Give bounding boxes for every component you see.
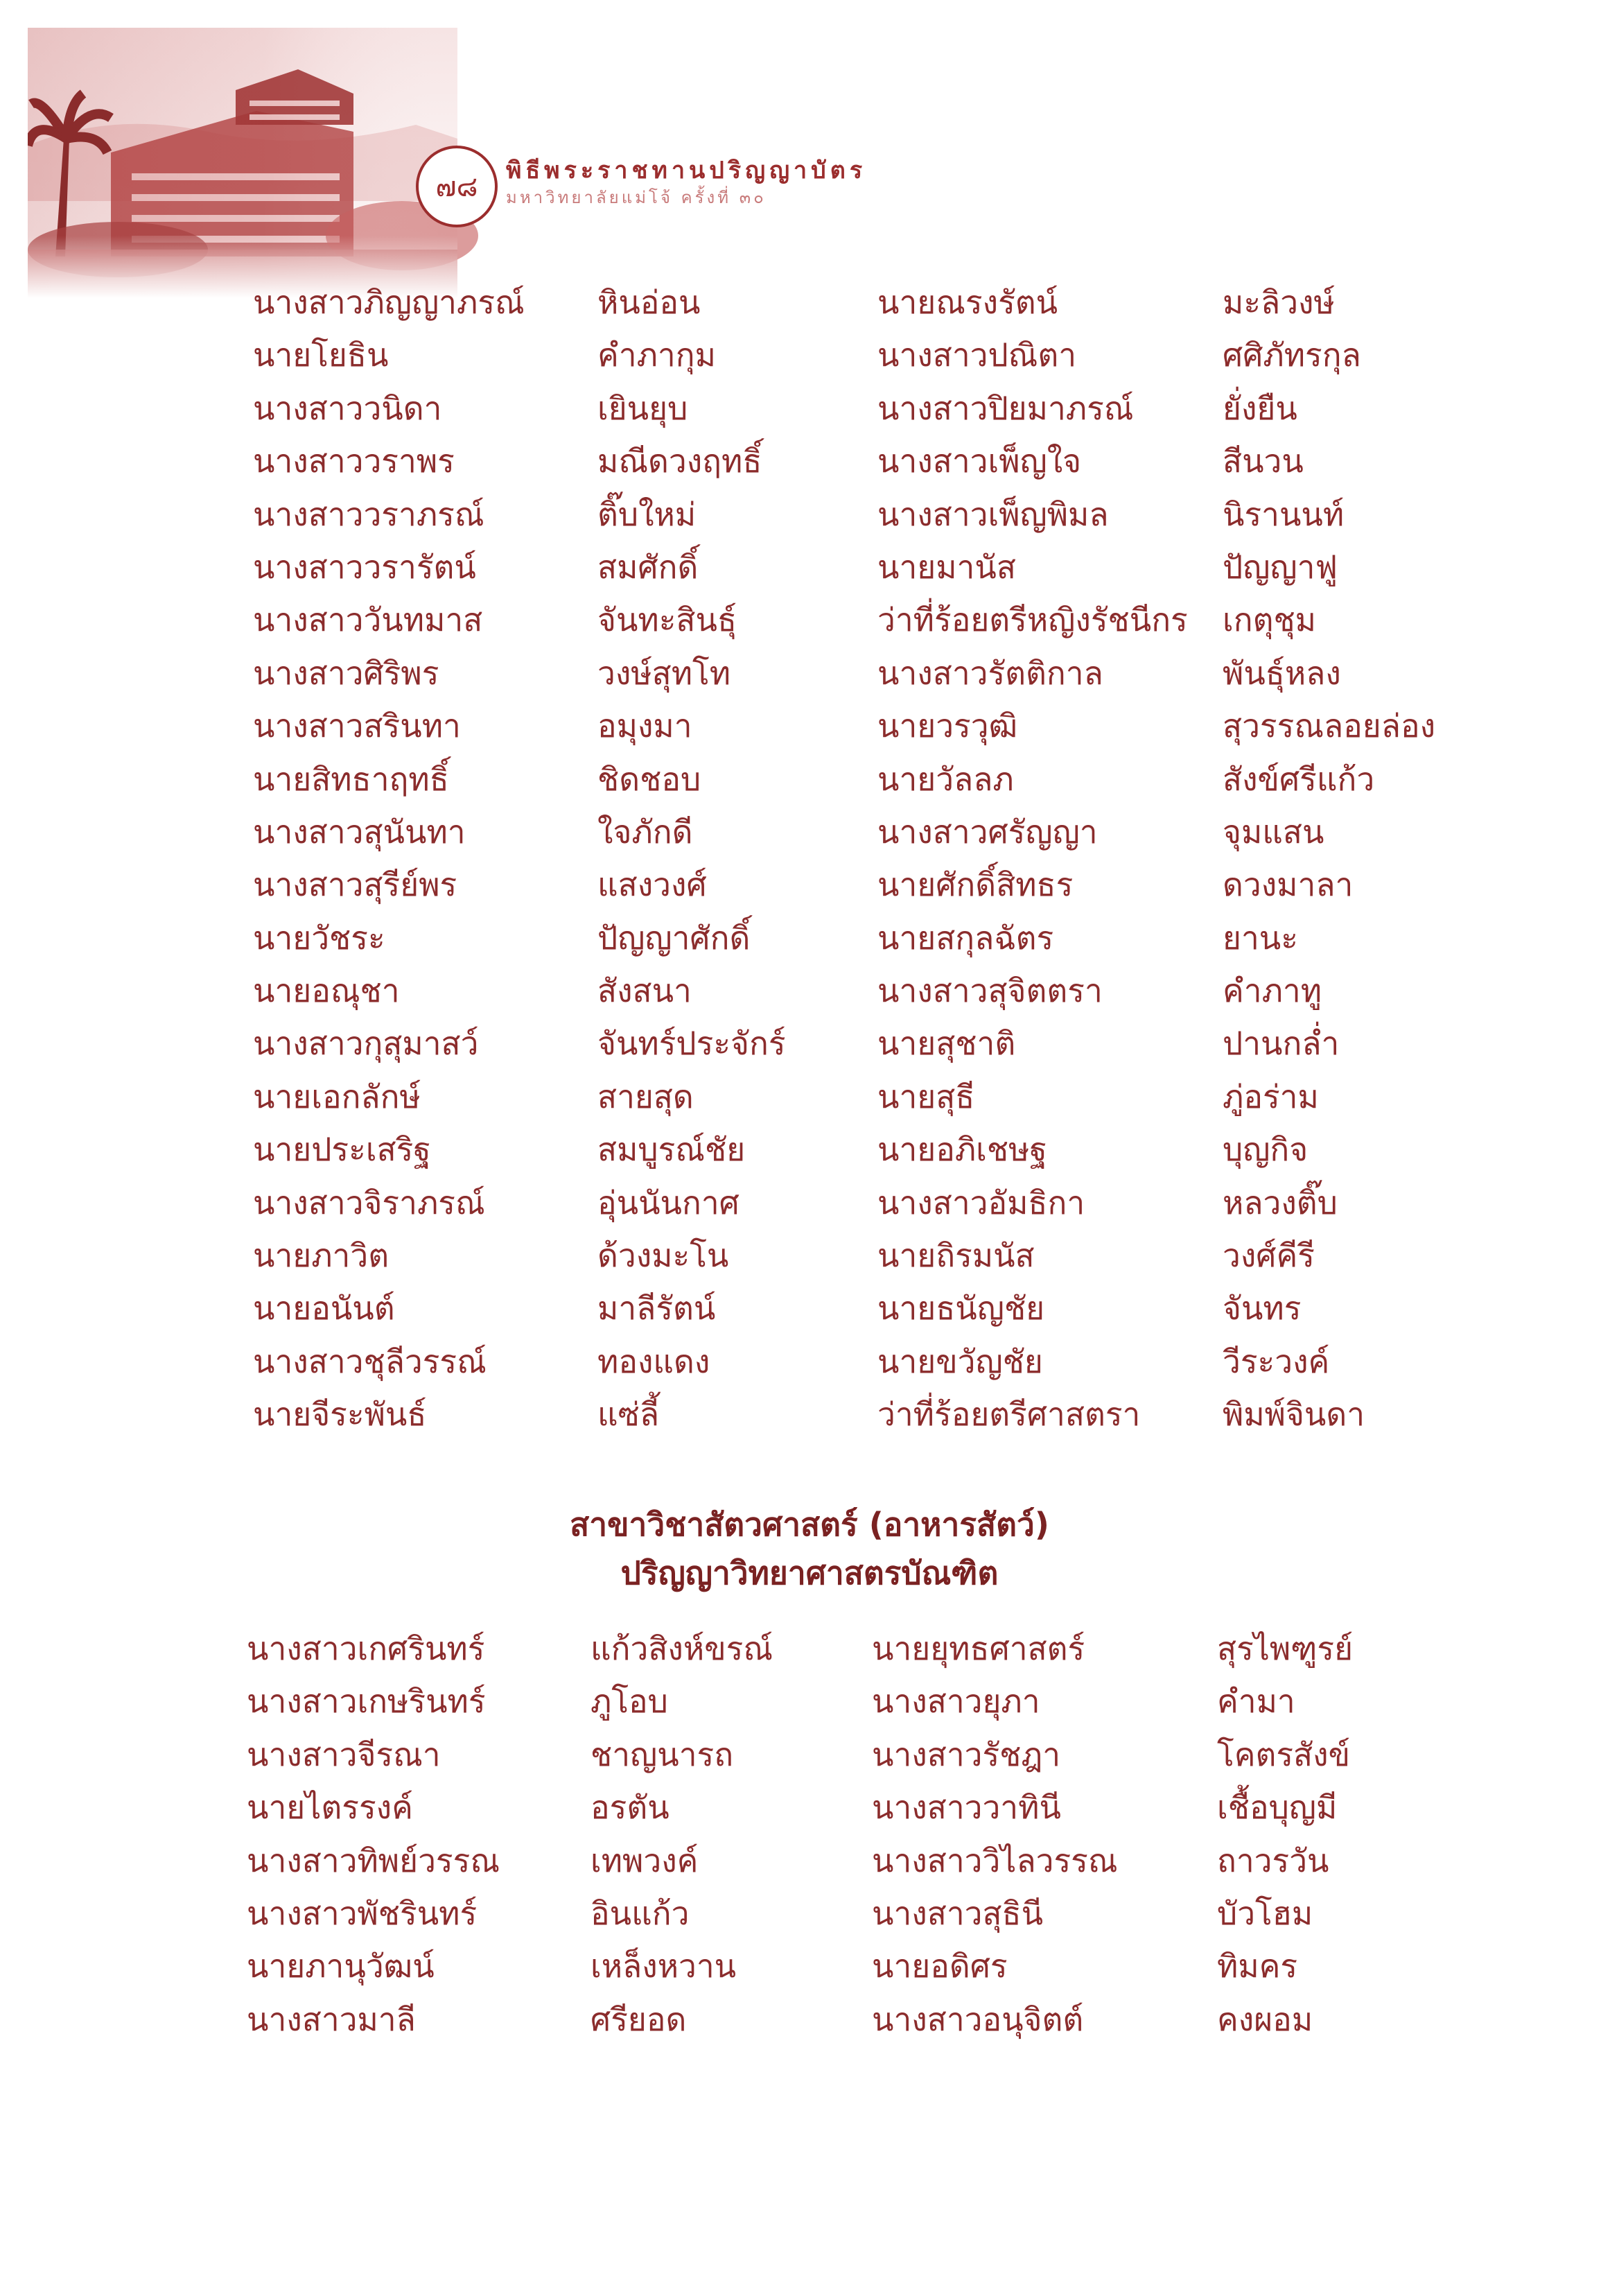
table-row [0,699,1619,752]
given-name-2: นายยุทธศาสตร์ [872,1630,1085,1667]
given-name-2: นางสาววิไลวรรณ [872,1841,1118,1879]
given-name-1: นางสาวพัชรินทร์ [247,1894,478,1932]
table-row [0,1176,1619,1229]
family-name-2: เชื้อบุญมี [1217,1789,1338,1827]
given-name-1: นายโยธิน [253,336,389,374]
family-name-1: ชิดชอบ [597,760,701,798]
family-name-2: สุรไพฑูรย์ [1217,1630,1354,1667]
family-name-2: นิรานนท์ [1223,495,1345,533]
table-row [0,1123,1619,1176]
family-name-2: ปัญญาฟู [1223,548,1338,586]
table-row [0,1017,1619,1070]
table-row [0,1388,1619,1441]
given-name-2: นางสาวรัตติกาล [877,654,1103,692]
given-name-1: นางสาวชุลีวรรณ์ [253,1342,487,1380]
given-name-2: นายศักดิ์สิทธร [877,866,1074,904]
given-name-1: นางสาววันทมาส [253,601,483,639]
table-row [0,1229,1619,1282]
family-name-2: ทิมคร [1217,1947,1298,1985]
family-name-1: สายสุด [597,1077,694,1115]
given-name-1: นางสาววราภรณ์ [253,495,484,533]
given-name-2: นางสาวยุภา [872,1682,1040,1721]
given-name-1: นางสาวกุสุมาสว์ [253,1025,479,1063]
given-name-2: นายธนัญชัย [877,1289,1045,1328]
given-name-2: นายวรวุฒิ [877,707,1018,745]
family-name-2: สุวรรณลอยล่อง [1223,707,1436,745]
given-name-1: นายจีระพันธ์ [253,1395,427,1434]
family-name-1: จันทะสินธุ์ [597,601,737,639]
family-name-1: หินอ่อน [597,284,701,321]
given-name-2: นางสาวสุจิตตรา [877,972,1103,1010]
given-name-2: นางสาวอนุจิตต์ [872,2000,1084,2038]
family-name-2: ดวงมาลา [1223,866,1354,904]
given-name-2: ว่าที่ร้อยตรีศาสตรา [877,1395,1141,1434]
family-name-1: อุ่นนันกาศ [597,1183,740,1221]
family-name-2: หลวงติ๊บ [1223,1183,1338,1221]
family-name-2: ยานะ [1223,919,1298,957]
family-name-2: คำมา [1217,1682,1295,1721]
given-name-1: นายสิทธาฤทธิ์ [253,760,449,798]
given-name-2: นายถิรมนัส [877,1237,1035,1275]
family-name-1: จันทร์ประจักร์ [597,1025,786,1063]
family-name-2: ภู่อร่าม [1223,1077,1319,1115]
table-row [0,382,1619,435]
given-name-2: นายสุชาติ [877,1025,1016,1063]
given-name-1: นางสาวสรินทา [253,707,461,745]
family-name-2: ปานกล่ำ [1223,1025,1340,1063]
table-row [0,1070,1619,1123]
family-name-2: บัวโฮม [1217,1894,1313,1932]
family-name-1: มาลีรัตน์ [597,1289,716,1328]
given-name-1: นางสาวภิญญาภรณ์ [253,284,525,321]
table-row [0,1940,1619,1992]
family-name-1: แซ่ลี้ [597,1395,660,1434]
family-name-2: วีระวงค์ [1223,1342,1330,1380]
given-name-2: นายวัลลภ [877,760,1014,798]
given-name-1: นายไตรรงค์ [247,1789,413,1827]
table-row [0,912,1619,964]
given-name-2: ว่าที่ร้อยตรีหญิงรัชนีกร [877,601,1188,639]
table-row [0,1887,1619,1940]
table-row [0,593,1619,646]
family-name-1: ทองแดง [597,1342,710,1380]
table-row [0,647,1619,699]
given-name-1: นางสาวมาลี [247,2000,416,2038]
given-name-1: นางสาวสุรีย์พร [253,866,457,904]
family-name-1: เหล็งหวาน [590,1947,737,1985]
given-name-1: นางสาวศิริพร [253,654,439,692]
family-name-1: เยินยุบ [597,389,688,427]
table-row [0,964,1619,1017]
given-name-1: นางสาวจิราภรณ์ [253,1183,485,1221]
given-name-1: นางสาวทิพย์วรรณ [247,1841,500,1879]
family-name-1: อรตัน [590,1789,670,1827]
given-name-2: นายสุธี [877,1077,975,1115]
table-row [0,1335,1619,1388]
table-row [0,1675,1619,1728]
given-name-2: นางสาววาทินี [872,1789,1061,1827]
ceremony-title: พิธีพระราชทานปริญญาบัตร [506,157,867,184]
family-name-2: บุญกิจ [1223,1131,1309,1169]
table-row [0,276,1619,329]
given-name-1: นายภานุวัฒน์ [247,1947,435,1985]
given-name-1: นางสาววรารัตน์ [253,548,476,586]
family-name-1: อินแก้ว [590,1894,690,1932]
graduate-name-list-1 [0,276,1619,1441]
table-row [0,1781,1619,1834]
family-name-1: คำภากุม [597,336,716,374]
family-name-2: จันทร [1223,1289,1302,1328]
family-name-2: คำภาทู [1223,972,1322,1010]
family-name-1: ใจภักดี [597,812,693,851]
given-name-1: นางสาวเกษรินทร์ [247,1682,486,1721]
table-row [0,1834,1619,1887]
table-row [0,858,1619,911]
given-name-2: นายมานัส [877,548,1016,586]
given-name-1: นายประเสริฐ [253,1131,431,1169]
given-name-2: นายอภิเชษฐ [877,1131,1047,1169]
table-row [0,1993,1619,2046]
given-name-1: นางสาวเกศรินทร์ [247,1630,485,1667]
family-name-1: ชาญนารถ [590,1735,734,1773]
section-major-heading: สาขาวิชาสัตวศาสตร์ (อาหารสัตว์) [570,1506,1049,1543]
family-name-1: ติ๊บใหม่ [597,495,697,533]
family-name-2: ถาวรวัน [1217,1841,1329,1879]
given-name-1: นายวัชระ [253,919,385,957]
given-name-2: นางสาวปณิตา [877,336,1077,374]
family-name-2: โคตรสังข์ [1217,1735,1351,1773]
family-name-2: พันธุ์หลง [1223,654,1341,692]
given-name-2: นางสาวสุธินี [872,1894,1044,1932]
family-name-1: เทพวงค์ [590,1841,699,1879]
family-name-2: สีนวน [1223,442,1304,480]
given-name-2: นางสาวเพ็ญใจ [877,442,1082,480]
family-name-1: สมศักดิ์ [597,548,699,586]
given-name-2: นางสาวอัมธิกา [877,1183,1085,1221]
family-name-1: มณีดวงฤทธิ์ [597,442,762,480]
given-name-2: นายณรงรัตน์ [877,284,1058,321]
table-row [0,329,1619,381]
family-name-2: วงศ์คีรี [1223,1237,1315,1275]
family-name-2: เกตุชุม [1223,601,1316,639]
table-row [0,753,1619,806]
given-name-2: นางสาวเพ็ญพิมล [877,495,1109,533]
family-name-1: อมุงมา [597,707,692,745]
given-name-1: นายเอกลักษ์ [253,1077,421,1115]
family-name-2: ศศิภัทรกุล [1223,336,1361,374]
given-name-1: นายอนันต์ [253,1289,395,1328]
family-name-2: ยั่งยืน [1223,389,1297,427]
given-name-2: นายขวัญชัย [877,1342,1043,1380]
table-row [0,1622,1619,1675]
given-name-2: นางสาวรัชฎา [872,1735,1061,1773]
ceremony-subtitle: มหาวิทยาลัยแม่โจ้ ครั้งที่ ๓๐ [506,188,767,207]
given-name-2: นายสกุลฉัตร [877,919,1054,957]
table-row [0,806,1619,858]
given-name-1: นายอณุชา [253,972,400,1010]
table-row [0,541,1619,593]
family-name-1: ศรียอด [590,2000,687,2038]
given-name-1: นางสาวสุนันทา [253,812,466,851]
family-name-1: วงษ์สุทโท [597,654,731,692]
family-name-1: ภูโอบ [590,1682,668,1721]
given-name-2: นายอดิศร [872,1947,1008,1985]
family-name-1: ด้วงมะโน [597,1237,729,1275]
given-name-1: นายภาวิต [253,1237,390,1275]
family-name-2: พิมพ์จินดา [1223,1395,1365,1434]
family-name-2: จุมแสน [1223,812,1324,851]
family-name-1: แสงวงศ์ [597,866,707,904]
family-name-2: มะลิวงษ์ [1223,284,1335,321]
given-name-2: นางสาวศรัญญา [877,812,1098,851]
family-name-1: สมบูรณ์ชัย [597,1131,746,1169]
family-name-2: สังข์ศรีแก้ว [1223,760,1375,798]
table-row [0,435,1619,487]
table-row [0,1728,1619,1781]
page-number: ๗๘ [416,146,498,227]
given-name-2: นางสาวปิยมาภรณ์ [877,389,1134,427]
given-name-1: นางสาววราพร [253,442,455,480]
family-name-1: แก้วสิงห์ขรณ์ [590,1630,773,1667]
family-name-1: ปัญญาศักดิ์ [597,919,751,957]
family-name-1: สังสนา [597,972,692,1010]
table-row [0,488,1619,541]
section-degree-heading: ปริญญาวิทยาศาสตรบัณฑิต [620,1554,999,1592]
table-row [0,1282,1619,1334]
graduate-name-list-2 [0,1622,1619,2046]
given-name-1: นางสาววนิดา [253,389,442,427]
family-name-2: คงผอม [1217,2000,1313,2038]
given-name-1: นางสาวจีรณา [247,1735,441,1773]
